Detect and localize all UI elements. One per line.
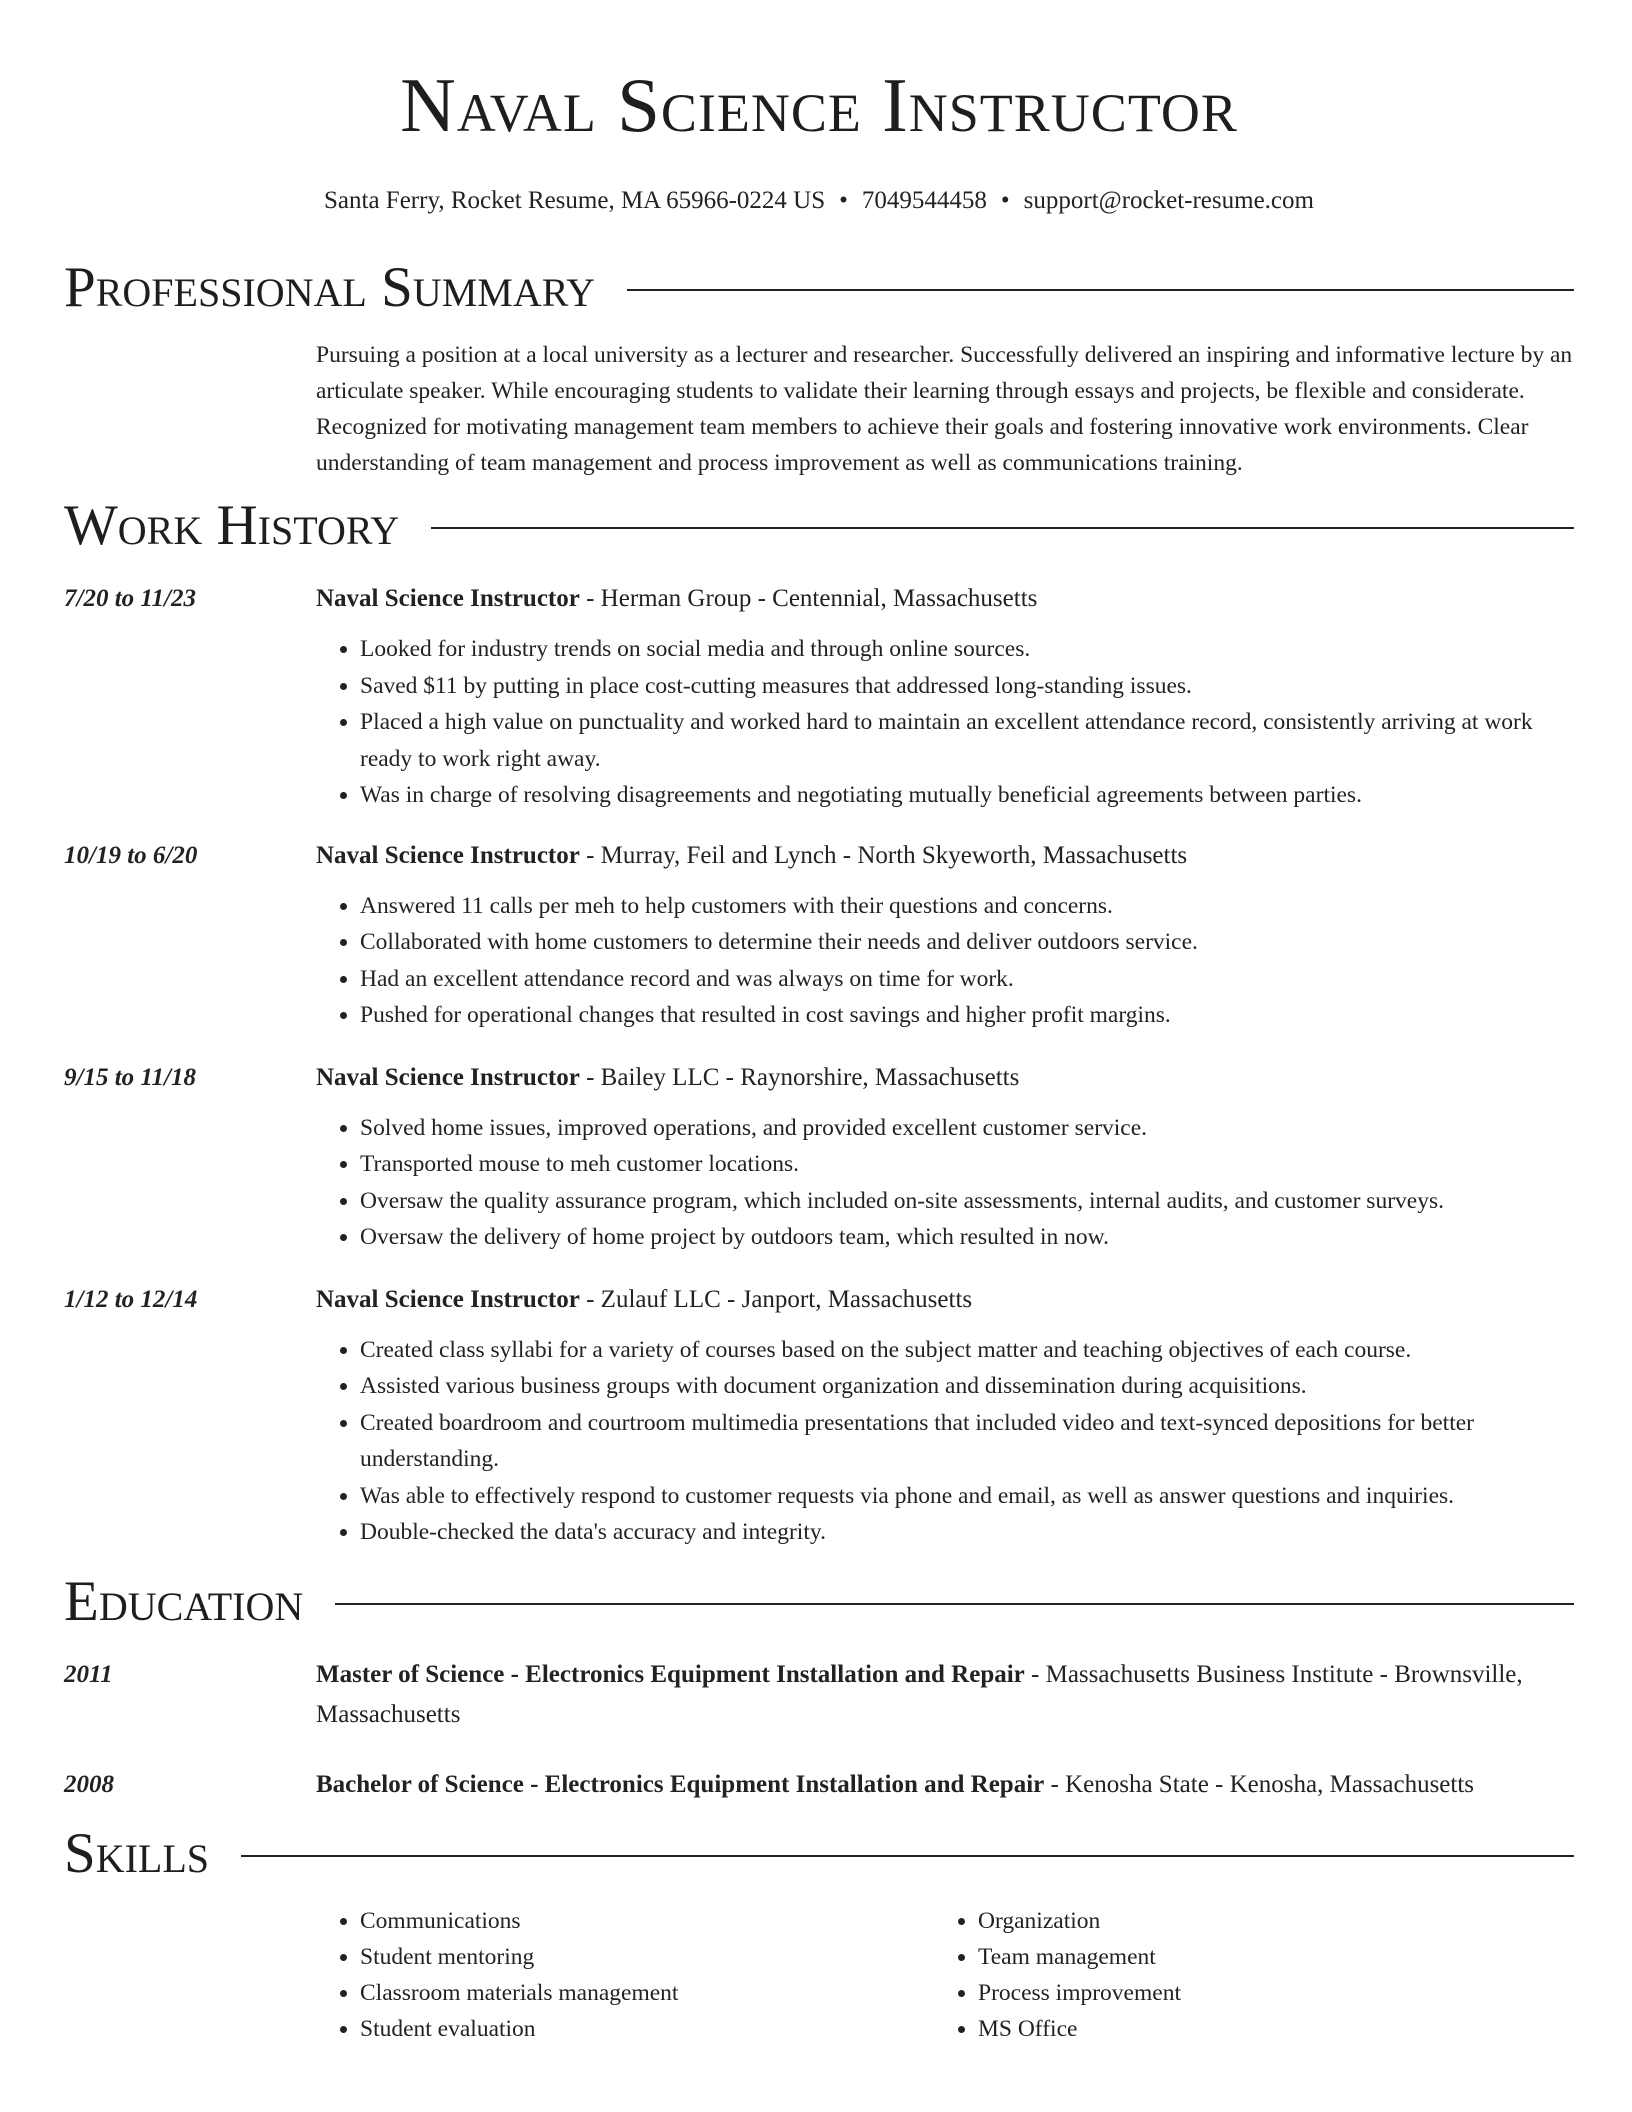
skill-item: • Communications xyxy=(360,1903,934,1939)
skills-list xyxy=(934,1903,1552,2047)
contact-phone: 7049544458 xyxy=(861,187,987,214)
contact-line xyxy=(64,185,1574,217)
contact-separator: • xyxy=(839,187,848,214)
contact-email: support@rocket-resume.com xyxy=(1023,187,1314,214)
contact-address: Santa Ferry, Rocket Resume, MA 65966-0224 US xyxy=(324,187,826,214)
summary-heading: Professional Summary xyxy=(64,256,596,319)
education-school-location: - Kenosha State - Kenosha, Massachusetts xyxy=(1044,1770,1475,1798)
job-bullet-list xyxy=(316,1332,1574,1551)
education-year: 2011 xyxy=(64,1660,113,1688)
job-bullet: • Saved $11 by putting in place cost-cutting measures that addressed long-standing issues. xyxy=(360,668,1574,705)
work-history-list xyxy=(64,581,1574,1551)
job-bullet: • Double-checked the data's accuracy and integrity. xyxy=(360,1514,1574,1551)
section-divider xyxy=(627,289,1574,291)
summary-text: Pursuing a position at a local university as a lecturer and researcher. Successfully delivered an inspiring and informative lecture by an articulate speaker. While encouraging students to validate their learning through essays and projects, be flexible and considerate. Recognized for motivating management team members to achieve their goals and fostering innovative work environments. Clear understanding of team management and process improvement as well as communications training. xyxy=(316,342,1573,476)
job-bullet: • Oversaw the delivery of home project by outdoors team, which resulted in now. xyxy=(360,1219,1574,1256)
job-title: Naval Science Instructor xyxy=(316,1285,580,1313)
job-content xyxy=(316,838,1574,1034)
education-degree: Master of Science - Electronics Equipment Installation and Repair xyxy=(316,1660,1025,1688)
job-dates: 1/12 to 12/14 xyxy=(64,1285,198,1313)
work-heading: Work History xyxy=(64,494,400,557)
education-heading: Education xyxy=(64,1569,304,1633)
education-entry xyxy=(64,1765,1574,1805)
job-content xyxy=(316,1282,1574,1551)
job-bullet: • Transported mouse to meh customer locations. xyxy=(360,1146,1574,1183)
job-dates: 10/19 to 6/20 xyxy=(64,841,198,869)
job-entry xyxy=(64,1060,1574,1256)
job-employer-location: - Herman Group - Centennial, Massachusetts xyxy=(579,585,1038,612)
job-employer-location: - Murray, Feil and Lynch - North Skyeworth, Massachusetts xyxy=(579,841,1188,869)
job-entry xyxy=(64,581,1574,814)
contact-separator: • xyxy=(1000,187,1010,214)
job-bullet: • Pushed for operational changes that resulted in cost savings and higher profit margins. xyxy=(360,997,1574,1034)
job-bullet-list xyxy=(316,1110,1574,1256)
section-divider xyxy=(431,527,1574,529)
resume-title: Naval Science Instructor xyxy=(400,62,1238,148)
section-divider xyxy=(241,1855,1574,1857)
education-year: 2008 xyxy=(64,1770,114,1798)
job-bullet: • Assisted various business groups with document organization and dissemination during acquisitions. xyxy=(360,1368,1574,1405)
job-header-line xyxy=(316,581,1574,617)
job-bullet: • Had an excellent attendance record and was always on time for work. xyxy=(360,961,1574,998)
education-list xyxy=(64,1655,1574,1805)
job-bullet-list xyxy=(316,888,1574,1034)
job-title: Naval Science Instructor xyxy=(316,841,580,869)
job-bullet: • Created boardroom and courtroom multimedia presentations that included video and text-synced depositions for better understanding. xyxy=(360,1405,1574,1478)
skills-columns xyxy=(316,1903,1574,2047)
skill-item: • Team management xyxy=(978,1939,1552,1975)
job-bullet: • Was able to effectively respond to customer requests via phone and email, as well as answer questions and inquiries. xyxy=(360,1478,1574,1515)
job-entry xyxy=(64,838,1574,1034)
summary-section-header xyxy=(64,253,1574,323)
job-bullet: • Placed a high value on punctuality and worked hard to maintain an excellent attendance record, consistently arriving at work ready to work right away. xyxy=(360,704,1574,777)
job-content xyxy=(316,1060,1574,1256)
job-entry xyxy=(64,1282,1574,1551)
job-bullet: • Collaborated with home customers to determine their needs and deliver outdoors service. xyxy=(360,924,1574,961)
skills-section-header xyxy=(64,1819,1574,1889)
skills-list xyxy=(316,1903,934,2047)
skills-column-left xyxy=(316,1903,934,2047)
skill-item: • Organization xyxy=(978,1903,1552,1939)
work-section-header xyxy=(64,491,1574,561)
skill-item: • MS Office xyxy=(978,2011,1552,2047)
job-dates: 7/20 to 11/23 xyxy=(64,585,196,612)
job-bullet: • Answered 11 calls per meh to help customers with their questions and concerns. xyxy=(360,888,1574,925)
education-degree: Bachelor of Science - Electronics Equipment Installation and Repair xyxy=(316,1770,1045,1798)
job-bullet-list xyxy=(316,631,1574,814)
education-content xyxy=(316,1655,1574,1735)
job-title: Naval Science Instructor xyxy=(316,585,580,612)
job-dates: 9/15 to 11/18 xyxy=(64,1063,196,1091)
job-bullet: • Oversaw the quality assurance program, which included on-site assessments, internal audits, and customer surveys. xyxy=(360,1183,1574,1220)
education-entry xyxy=(64,1655,1574,1735)
education-section-header xyxy=(64,1567,1574,1637)
skills-heading: Skills xyxy=(64,1821,210,1885)
job-employer-location: - Zulauf LLC - Janport, Massachusetts xyxy=(579,1285,973,1313)
section-divider xyxy=(335,1603,1574,1605)
resume-page xyxy=(64,0,1574,2047)
job-header-line xyxy=(316,1060,1574,1096)
skill-item: • Classroom materials management xyxy=(360,1975,934,2011)
job-content xyxy=(316,581,1574,814)
job-header-line xyxy=(316,1282,1574,1318)
education-school-location: - Massachusetts Business Institute - Brownsville, Massachusetts xyxy=(316,1660,1523,1728)
education-content xyxy=(316,1765,1574,1805)
job-bullet: • Was in charge of resolving disagreements and negotiating mutually beneficial agreements between parties. xyxy=(360,777,1574,814)
job-bullet: • Solved home issues, improved operations, and provided excellent customer service. xyxy=(360,1110,1574,1147)
skill-item: • Process improvement xyxy=(978,1975,1552,2011)
skills-column-right xyxy=(934,1903,1552,2047)
job-bullet: • Looked for industry trends on social media and through online sources. xyxy=(360,631,1574,668)
job-header-line xyxy=(316,838,1574,874)
job-bullet: • Created class syllabi for a variety of courses based on the subject matter and teaching objectives of each course. xyxy=(360,1332,1574,1369)
job-employer-location: - Bailey LLC - Raynorshire, Massachusetts xyxy=(579,1063,1020,1091)
skill-item: • Student mentoring xyxy=(360,1939,934,1975)
skill-item: • Student evaluation xyxy=(360,2011,934,2047)
job-title: Naval Science Instructor xyxy=(316,1063,580,1091)
